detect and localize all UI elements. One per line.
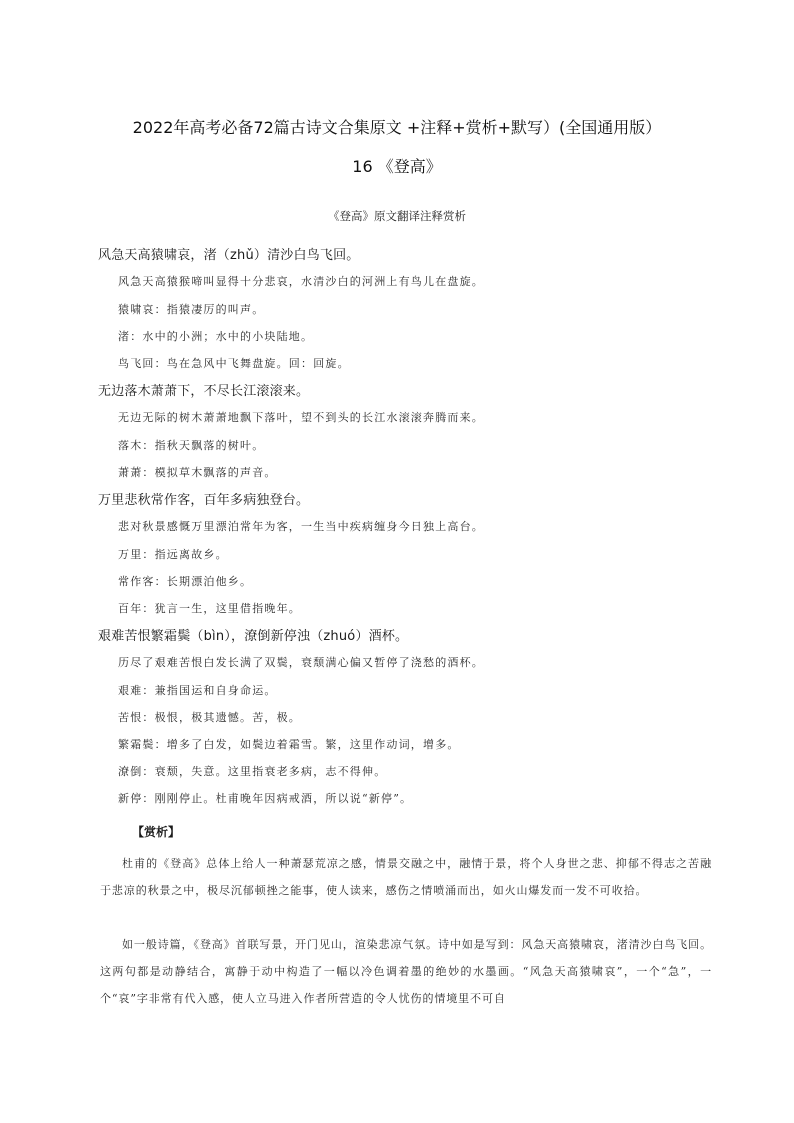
document-title: 2022年高考必备72篇古诗文合集原文 +注释+赏析+默写）(全国通用版）	[132, 118, 662, 137]
annotation: 落木：指秋天飘落的树叶。	[118, 439, 265, 452]
verse-translation: 风急天高猿猴啼叫显得十分悲哀，水清沙白的河洲上有鸟儿在盘旋。	[118, 275, 484, 288]
annotation: 苦恨：极恨，极其遗憾。苦，极。	[118, 711, 301, 724]
verse-line: 风急天高猿啸哀，渚（zhǔ）清沙白鸟飞回。	[98, 248, 360, 263]
annotation: 艰难：兼指国运和自身命运。	[118, 684, 277, 697]
annotation: 渚：水中的小洲；水中的小块陆地。	[118, 330, 314, 343]
annotation: 百年：犹言一生，这里借指晚年。	[118, 602, 301, 615]
annotation: 繁霜鬓：增多了白发，如鬓边着霜雪。繁，这里作动词，增多。	[118, 738, 460, 751]
annotation: 常作客：长期漂泊他乡。	[118, 575, 253, 588]
annotation: 万里：指远离故乡。	[118, 548, 228, 561]
annotation: 新停：刚刚停止。杜甫晚年因病戒酒，所以说“新停”。	[118, 792, 413, 805]
annotation: 萧萧：模拟草木飘落的声音。	[118, 466, 277, 479]
verse-translation: 悲对秋景感慨万里漂泊常年为客，一生当中疾病缠身今日独上高台。	[118, 520, 484, 533]
annotation: 猿啸哀：指猿凄厉的叫声。	[118, 303, 265, 316]
annotation: 潦倒：衰颓，失意。这里指衰老多病，志不得伸。	[118, 765, 387, 778]
verse-translation: 历尽了艰难苦恨白发长满了双鬓，衰颓满心偏又暂停了浇愁的酒杯。	[118, 656, 484, 669]
verse-translation: 无边无际的树木萧萧地飘下落叶，望不到头的长江水滚滚奔腾而来。	[118, 411, 484, 424]
poem-title: 16 《登高》	[352, 157, 442, 176]
verse-line: 艰难苦恨繁霜鬓（bìn），潦倒新停浊（zhuó）酒杯。	[98, 629, 409, 644]
section-title: 《登高》原文翻译注释赏析	[328, 209, 466, 223]
verse-line: 无边落木萧萧下，不尽长江滚滚来。	[98, 384, 310, 399]
appreciation-paragraph: 如一般诗篇，《登高》首联写景，开门见山，渲染悲凉气氛。诗中如是写到：风急天高猿啸哀，渚清沙白鸟飞回。这两句都是动静结合，寓静于动中构造了一幅以冷色调着墨的绝妙的水墨画。“风急天高猿啸哀”，一个“急”，一个“哀”字非常有代入感，使人立马进入作者所营造的令人忧伤的情境里不可自	[100, 938, 712, 1005]
appreciation-heading: 【赏析】	[132, 825, 181, 839]
appreciation-paragraph: 杜甫的《登高》总体上给人一种萧瑟荒凉之感，情景交融之中，融情于景，将个人身世之悲、抑郁不得志之苦融于悲凉的秋景之中，极尽沉郁顿挫之能事，使人读来，感伤之情喷涌而出，如火山爆发而一发不可收拾。	[100, 857, 712, 897]
verse-line: 万里悲秋常作客，百年多病独登台。	[98, 493, 310, 508]
annotation: 鸟飞回：鸟在急风中飞舞盘旋。回：回旋。	[118, 357, 350, 370]
